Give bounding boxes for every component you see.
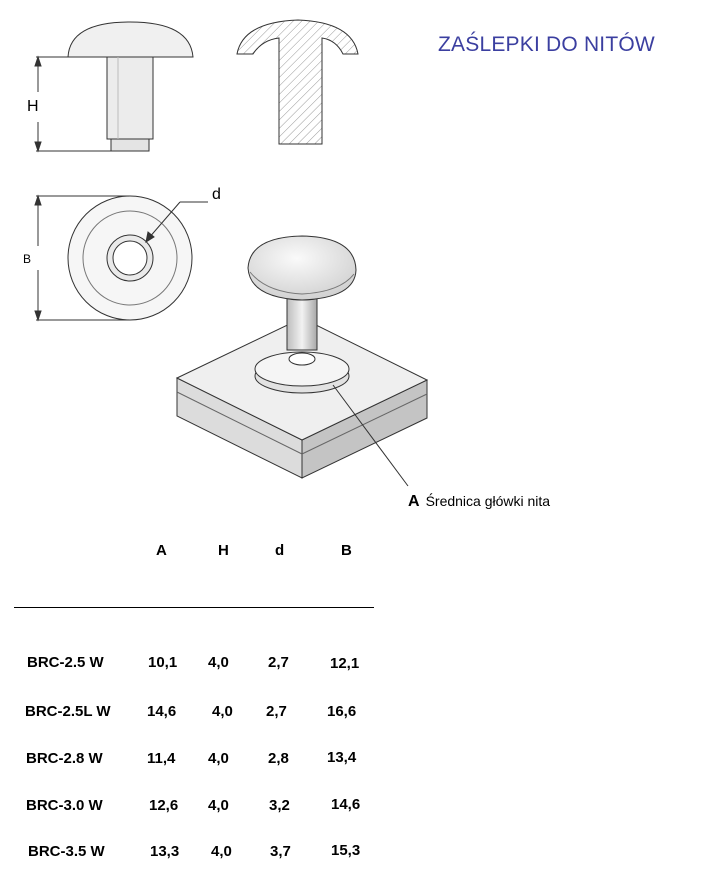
row-h: 4,0 bbox=[208, 797, 229, 814]
row-d: 2,7 bbox=[266, 703, 287, 720]
row-a: 10,1 bbox=[148, 654, 178, 671]
row-d: 3,7 bbox=[270, 843, 291, 860]
row-a: 12,6 bbox=[149, 797, 179, 814]
top-view bbox=[68, 196, 208, 320]
table-divider bbox=[14, 607, 374, 608]
header-b: B bbox=[341, 542, 352, 559]
row-a: 11,4 bbox=[147, 750, 176, 767]
dimension-label-b: B bbox=[23, 252, 32, 266]
row-b: 15,3 bbox=[331, 842, 361, 859]
callout-a bbox=[408, 493, 550, 511]
row-d: 3,2 bbox=[269, 797, 290, 814]
row-h: 4,0 bbox=[212, 703, 233, 720]
dimension-label-d: d bbox=[212, 186, 221, 203]
callout-letter: A bbox=[408, 493, 420, 510]
row-b: 16,6 bbox=[327, 703, 357, 720]
row-a: 13,3 bbox=[150, 843, 180, 860]
header-h: H bbox=[218, 542, 229, 559]
row-h: 4,0 bbox=[208, 750, 229, 767]
row-d: 2,7 bbox=[268, 654, 289, 671]
row-h: 4,0 bbox=[208, 654, 229, 671]
row-name: BRC-3.0 W bbox=[26, 797, 103, 814]
header-a: A bbox=[156, 542, 167, 559]
row-name: BRC-2.8 W bbox=[26, 750, 103, 767]
row-b: 12,1 bbox=[330, 655, 360, 672]
row-h: 4,0 bbox=[211, 843, 232, 860]
isometric-view bbox=[177, 236, 427, 486]
page-title: ZAŚLEPKI DO NITÓW bbox=[438, 33, 655, 56]
section-view bbox=[237, 20, 358, 144]
row-name: BRC-2.5 W bbox=[27, 654, 104, 671]
row-b: 13,4 bbox=[327, 749, 357, 766]
header-d: d bbox=[275, 542, 285, 559]
row-name: BRC-2.5L W bbox=[25, 703, 111, 720]
dimension-h bbox=[35, 57, 111, 151]
callout-text: Średnica główki nita bbox=[425, 493, 551, 509]
side-view bbox=[68, 22, 193, 151]
row-d: 2,8 bbox=[268, 750, 289, 767]
row-name: BRC-3.5 W bbox=[28, 843, 105, 860]
row-b: 14,6 bbox=[331, 796, 361, 813]
dimension-label-h: H bbox=[27, 98, 39, 115]
row-a: 14,6 bbox=[147, 703, 177, 720]
